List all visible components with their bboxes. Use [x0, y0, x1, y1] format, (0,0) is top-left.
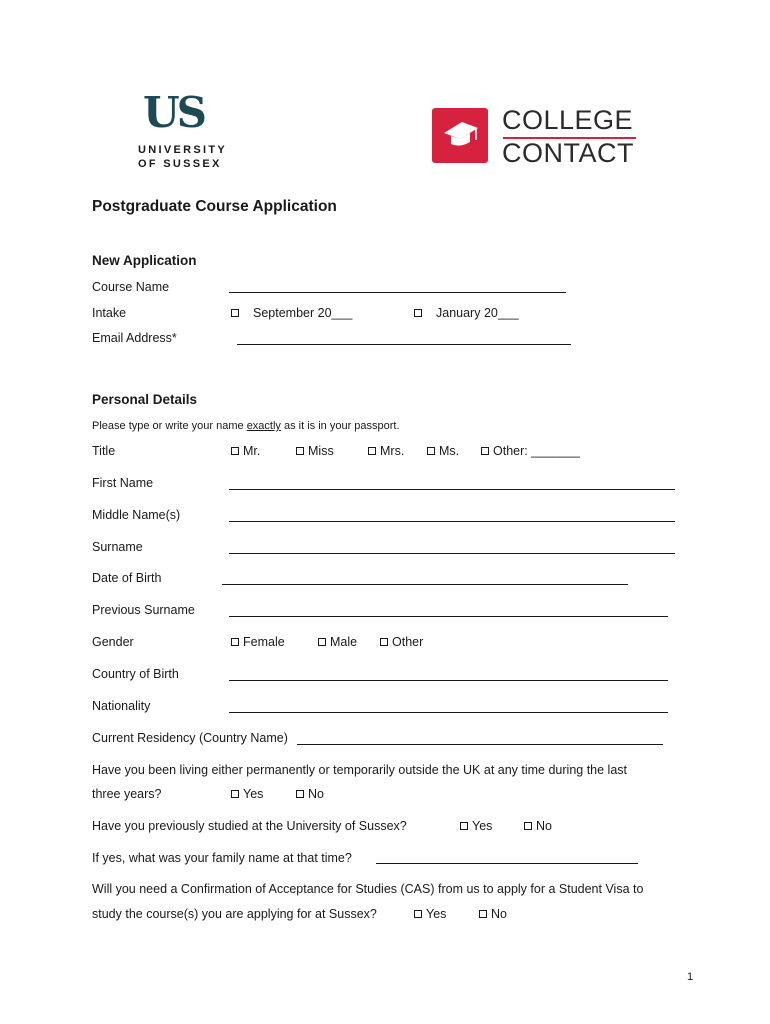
- checkbox-icon[interactable]: [296, 447, 304, 455]
- middle-name-label: Middle Name(s): [92, 508, 181, 522]
- cas-question-line1: Will you need a Confirmation of Acceptance for Studies (CAS) from us to apply for a Student Visa to: [92, 882, 644, 896]
- outside-uk-no-label: No: [308, 787, 324, 801]
- title-label: Title: [92, 444, 116, 458]
- checkbox-icon[interactable]: [414, 910, 422, 918]
- title-option-mr[interactable]: [231, 444, 260, 458]
- checkbox-icon[interactable]: [231, 309, 239, 317]
- university-of-sussex-logo: [138, 88, 238, 176]
- cas-no-label: No: [491, 907, 507, 921]
- outside-uk-yes-label: Yes: [243, 787, 264, 801]
- checkbox-icon[interactable]: [231, 638, 239, 646]
- personal-details-heading: Personal Details: [92, 392, 198, 407]
- country-of-birth-label: Country of Birth: [92, 667, 179, 681]
- checkbox-icon[interactable]: [524, 822, 532, 830]
- course-name-label: Course Name: [92, 280, 170, 294]
- studied-no-label: No: [536, 819, 552, 833]
- us-logo-line1: UNIVERSITY: [138, 144, 228, 156]
- intake-september-label: September 20___: [253, 306, 353, 320]
- checkbox-icon[interactable]: [427, 447, 435, 455]
- checkbox-icon[interactable]: [460, 822, 468, 830]
- name-instruction: [92, 420, 400, 432]
- instruction-emphasis: exactly: [246, 420, 281, 432]
- intake-january-label: January 20___: [436, 306, 519, 320]
- gender-option-female[interactable]: [231, 635, 285, 649]
- instruction-text-2: as it is in your passport.: [280, 420, 400, 432]
- checkbox-icon[interactable]: [414, 309, 422, 317]
- previous-surname-field[interactable]: [229, 616, 668, 617]
- graduation-cap-icon: [432, 108, 488, 163]
- country-of-birth-field[interactable]: [229, 680, 668, 681]
- title-option-other[interactable]: [481, 444, 580, 458]
- middle-name-field[interactable]: [229, 521, 675, 522]
- gender-male-label: Male: [330, 635, 358, 649]
- nationality-label: Nationality: [92, 699, 151, 713]
- gender-option-male[interactable]: [318, 635, 357, 649]
- outside-uk-question-line1: Have you been living either permanently or temporarily outside the UK at any time during the last: [92, 763, 628, 777]
- college-contact-line2: CONTACT: [502, 138, 634, 168]
- college-contact-logo: [432, 105, 642, 168]
- first-name-field[interactable]: [229, 489, 675, 490]
- studied-at-sussex-question: Have you previously studied at the University of Sussex?: [92, 819, 407, 833]
- us-logo-mark: US: [143, 88, 204, 137]
- title-mrs-label: Mrs.: [380, 444, 405, 458]
- previous-surname-label: Previous Surname: [92, 603, 195, 617]
- checkbox-icon[interactable]: [479, 910, 487, 918]
- checkbox-icon[interactable]: [231, 790, 239, 798]
- checkbox-icon[interactable]: [481, 447, 489, 455]
- title-option-mrs[interactable]: [368, 444, 404, 458]
- residency-field[interactable]: [297, 744, 663, 745]
- family-name-question: If yes, what was your family name at that time?: [92, 851, 352, 865]
- family-name-field[interactable]: [376, 863, 638, 864]
- checkbox-icon[interactable]: [318, 638, 326, 646]
- dob-label: Date of Birth: [92, 571, 162, 585]
- title-ms-label: Ms.: [439, 444, 460, 458]
- gender-other-label: Other: [392, 635, 424, 649]
- us-logo-line2: OF SUSSEX: [138, 158, 222, 170]
- gender-female-label: Female: [243, 635, 285, 649]
- new-application-heading: New Application: [92, 253, 197, 268]
- title-option-miss[interactable]: [296, 444, 334, 458]
- instruction-text-1: Please type or write your name: [92, 420, 247, 432]
- outside-uk-yes[interactable]: [231, 787, 263, 801]
- college-contact-line1: COLLEGE: [502, 105, 634, 135]
- outside-uk-no[interactable]: [296, 787, 324, 801]
- form-title: Postgraduate Course Application: [92, 198, 337, 215]
- email-label: Email Address*: [92, 331, 177, 345]
- cas-yes-label: Yes: [426, 907, 447, 921]
- title-mr-label: Mr.: [243, 444, 261, 458]
- studied-no[interactable]: [524, 819, 552, 833]
- checkbox-icon[interactable]: [296, 790, 304, 798]
- checkbox-icon[interactable]: [380, 638, 388, 646]
- studied-yes[interactable]: [460, 819, 492, 833]
- cas-no[interactable]: [479, 907, 507, 921]
- email-field[interactable]: [237, 344, 571, 345]
- title-miss-label: Miss: [308, 444, 334, 458]
- first-name-label: First Name: [92, 476, 154, 490]
- gender-option-other[interactable]: [380, 635, 423, 649]
- intake-option-january[interactable]: [414, 306, 519, 320]
- title-option-ms[interactable]: [427, 444, 459, 458]
- surname-field[interactable]: [229, 553, 675, 554]
- residency-label: Current Residency (Country Name): [92, 731, 288, 745]
- studied-yes-label: Yes: [472, 819, 493, 833]
- outside-uk-question-line2: three years?: [92, 787, 162, 801]
- course-name-field[interactable]: [229, 292, 566, 293]
- gender-label: Gender: [92, 635, 134, 649]
- surname-label: Surname: [92, 540, 143, 554]
- cas-question-line2: study the course(s) you are applying for at Sussex?: [92, 907, 377, 921]
- page-number: 1: [687, 971, 694, 983]
- intake-label: Intake: [92, 306, 127, 320]
- nationality-field[interactable]: [229, 712, 668, 713]
- cas-yes[interactable]: [414, 907, 446, 921]
- dob-field[interactable]: [222, 584, 628, 585]
- intake-option-september[interactable]: [231, 306, 352, 320]
- checkbox-icon[interactable]: [231, 447, 239, 455]
- title-other-label: Other: _______: [493, 444, 580, 458]
- checkbox-icon[interactable]: [368, 447, 376, 455]
